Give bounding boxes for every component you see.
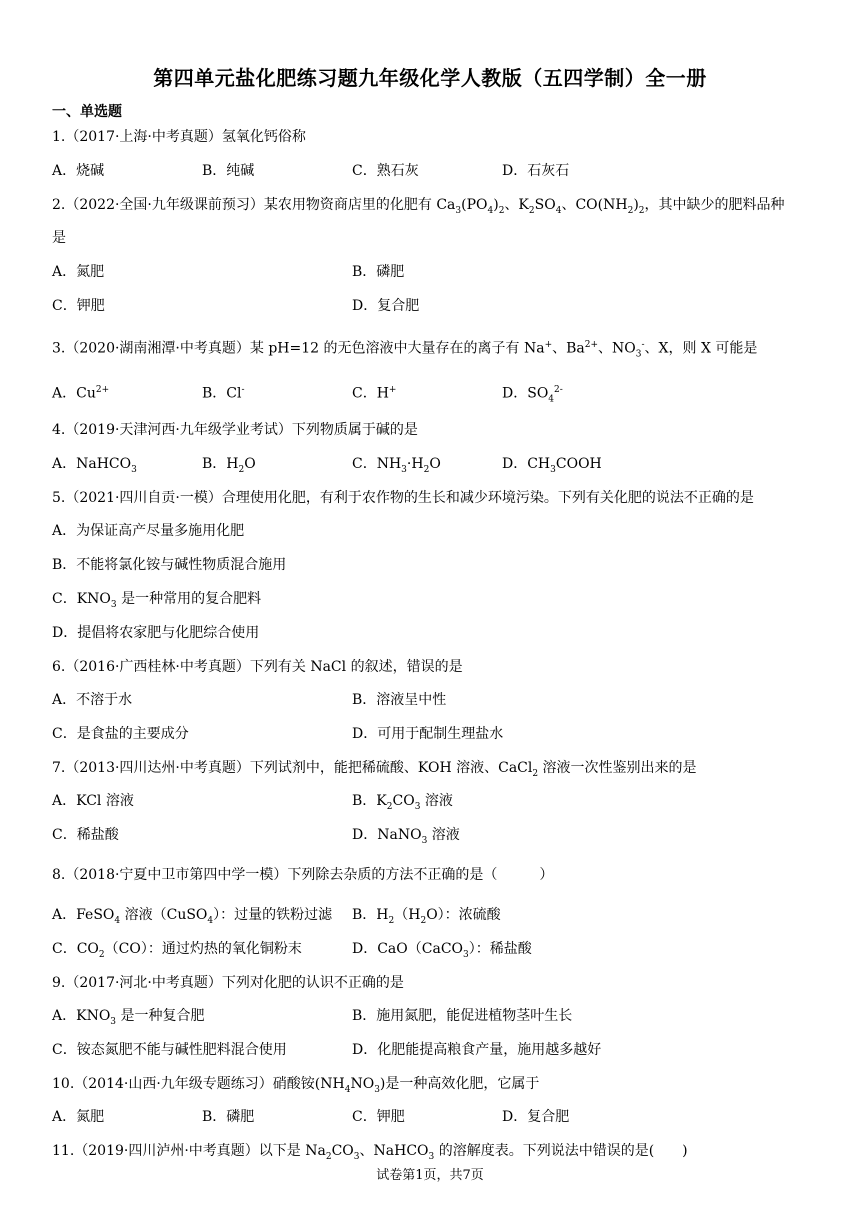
question-4-stem: 4.（2019·天津河西·九年级学业考试）下列物质属于碱的是 <box>52 422 418 438</box>
q7-option-c: C．稀盐酸 <box>52 827 119 843</box>
q1-option-d: D．石灰石 <box>502 163 570 179</box>
question-7-stem: 7.（2013·四川达州·中考真题）下列试剂中，能把稀硫酸、KOH 溶液、CaCl$_2$ 溶液一次性鉴别出来的是 <box>52 760 697 779</box>
q9-option-a: A．$KNO_3$ 是一种复合肥 <box>52 1008 205 1027</box>
q7-option-a: A．KCl 溶液 <box>52 793 134 809</box>
question-2-stem: 2.（2022·全国·九年级课前预习）某农用物资商店里的化肥有 $Ca_3(PO_4)_2$、$K_2SO_4$、$CO(NH_2)_2$，其中缺少的肥料品种 <box>52 197 785 216</box>
q8-option-a: A．FeSO$_4$ 溶液（CuSO$_4$）：过量的铁粉过滤 <box>52 907 333 926</box>
q3-option-b: B．Cl- <box>202 385 245 402</box>
question-5-stem: 5.（2021·四川自贡·一模）合理使用化肥，有利于农作物的生长和减少环境污染。下列有关化肥的说法不正确的是 <box>52 490 754 506</box>
question-9-stem: 9.（2017·河北·中考真题）下列对化肥的认识不正确的是 <box>52 975 404 991</box>
question-2-stem-cont: 是 <box>52 230 66 246</box>
question-3-stem: 3.（2020·湖南湘潭·中考真题）某 pH=12 的无色溶液中大量存在的离子有 Na+、$Ba^{2+}$、$NO_3^-$、X，则 X 可能是 <box>52 340 758 360</box>
q5-option-c: C．$KNO_3$ 是一种常用的复合肥料 <box>52 591 262 610</box>
q6-option-d: D．可用于配制生理盐水 <box>352 726 504 742</box>
q2-option-a: A．氮肥 <box>52 264 105 280</box>
question-10-stem: 10.（2014·山西·九年级专题练习）硝酸铵$(NH_4NO_3)$是一种高效化肥，它属于 <box>52 1076 540 1095</box>
q9-option-b: B．施用氮肥，能促进植物茎叶生长 <box>352 1008 573 1024</box>
q5-option-b: B．不能将氯化铵与碱性物质混合施用 <box>52 557 287 573</box>
q1-option-b: B．纯碱 <box>202 163 255 179</box>
q5-option-d: D．提倡将农家肥与化肥综合使用 <box>52 625 260 641</box>
question-1-stem: 1.（2017·上海·中考真题）氢氧化钙俗称 <box>52 129 306 145</box>
q8-option-c: C．$CO_2(CO)$：通过灼热的氧化铜粉末 <box>52 941 302 960</box>
q4-option-a: A．NaHCO$_3$ <box>52 456 137 475</box>
section-heading: 一、单选题 <box>52 104 122 120</box>
q3-option-d: D．$SO_4^{2-}$ <box>502 385 563 405</box>
q6-option-b: B．溶液呈中性 <box>352 692 447 708</box>
q4-option-b: B．$H_2O$ <box>202 456 256 475</box>
question-11-stem: 11.（2019·四川泸州·中考真题）以下是 $Na_2CO_3$、NaHCO$_3$ 的溶解度表。下列说法中错误的是( ) <box>52 1143 688 1162</box>
q9-option-c: C．铵态氮肥不能与碱性肥料混合使用 <box>52 1042 287 1058</box>
q2-option-c: C．钾肥 <box>52 298 105 314</box>
question-6-stem: 6.（2016·广西桂林·中考真题）下列有关 NaCl 的叙述，错误的是 <box>52 659 463 675</box>
q6-option-a: A．不溶于水 <box>52 692 133 708</box>
q4-option-c: C．$NH_3\cdot H_2O$ <box>352 456 441 475</box>
q10-option-a: A．氮肥 <box>52 1109 105 1125</box>
q10-option-b: B．磷肥 <box>202 1109 255 1125</box>
page-title: 第四单元盐化肥练习题九年级化学人教版（五四学制）全一册 <box>153 66 707 90</box>
q2-option-d: D．复合肥 <box>352 298 420 314</box>
q9-option-d: D．化肥能提高粮食产量，施用越多越好 <box>352 1042 602 1058</box>
q8-option-b: B．$H_2(H_2O)$：浓硫酸 <box>352 907 501 926</box>
q1-option-a: A．烧碱 <box>52 163 105 179</box>
q6-option-c: C．是食盐的主要成分 <box>52 726 189 742</box>
q1-option-c: C．熟石灰 <box>352 163 419 179</box>
q2-option-b: B．磷肥 <box>352 264 405 280</box>
q4-option-d: D．$CH_3COOH$ <box>502 456 602 475</box>
q10-option-d: D．复合肥 <box>502 1109 570 1125</box>
q3-option-c: C．H+ <box>352 385 397 402</box>
page-footer: 试卷第1页，共7页 <box>376 1168 484 1183</box>
q7-option-b: B．$K_2CO_3$ 溶液 <box>352 793 453 812</box>
question-8-stem: 8.（2018·宁夏中卫市第四中学一模）下列除去杂质的方法不正确的是（ ） <box>52 867 554 883</box>
q7-option-d: D．NaNO$_3$ 溶液 <box>352 827 460 846</box>
q3-option-a: A．$Cu^{2+}$ <box>52 385 110 402</box>
q5-option-a: A．为保证高产尽量多施用化肥 <box>52 523 245 539</box>
q8-option-d: D．CaO（CaCO$_3$）：稀盐酸 <box>352 941 532 960</box>
q10-option-c: C．钾肥 <box>352 1109 405 1125</box>
